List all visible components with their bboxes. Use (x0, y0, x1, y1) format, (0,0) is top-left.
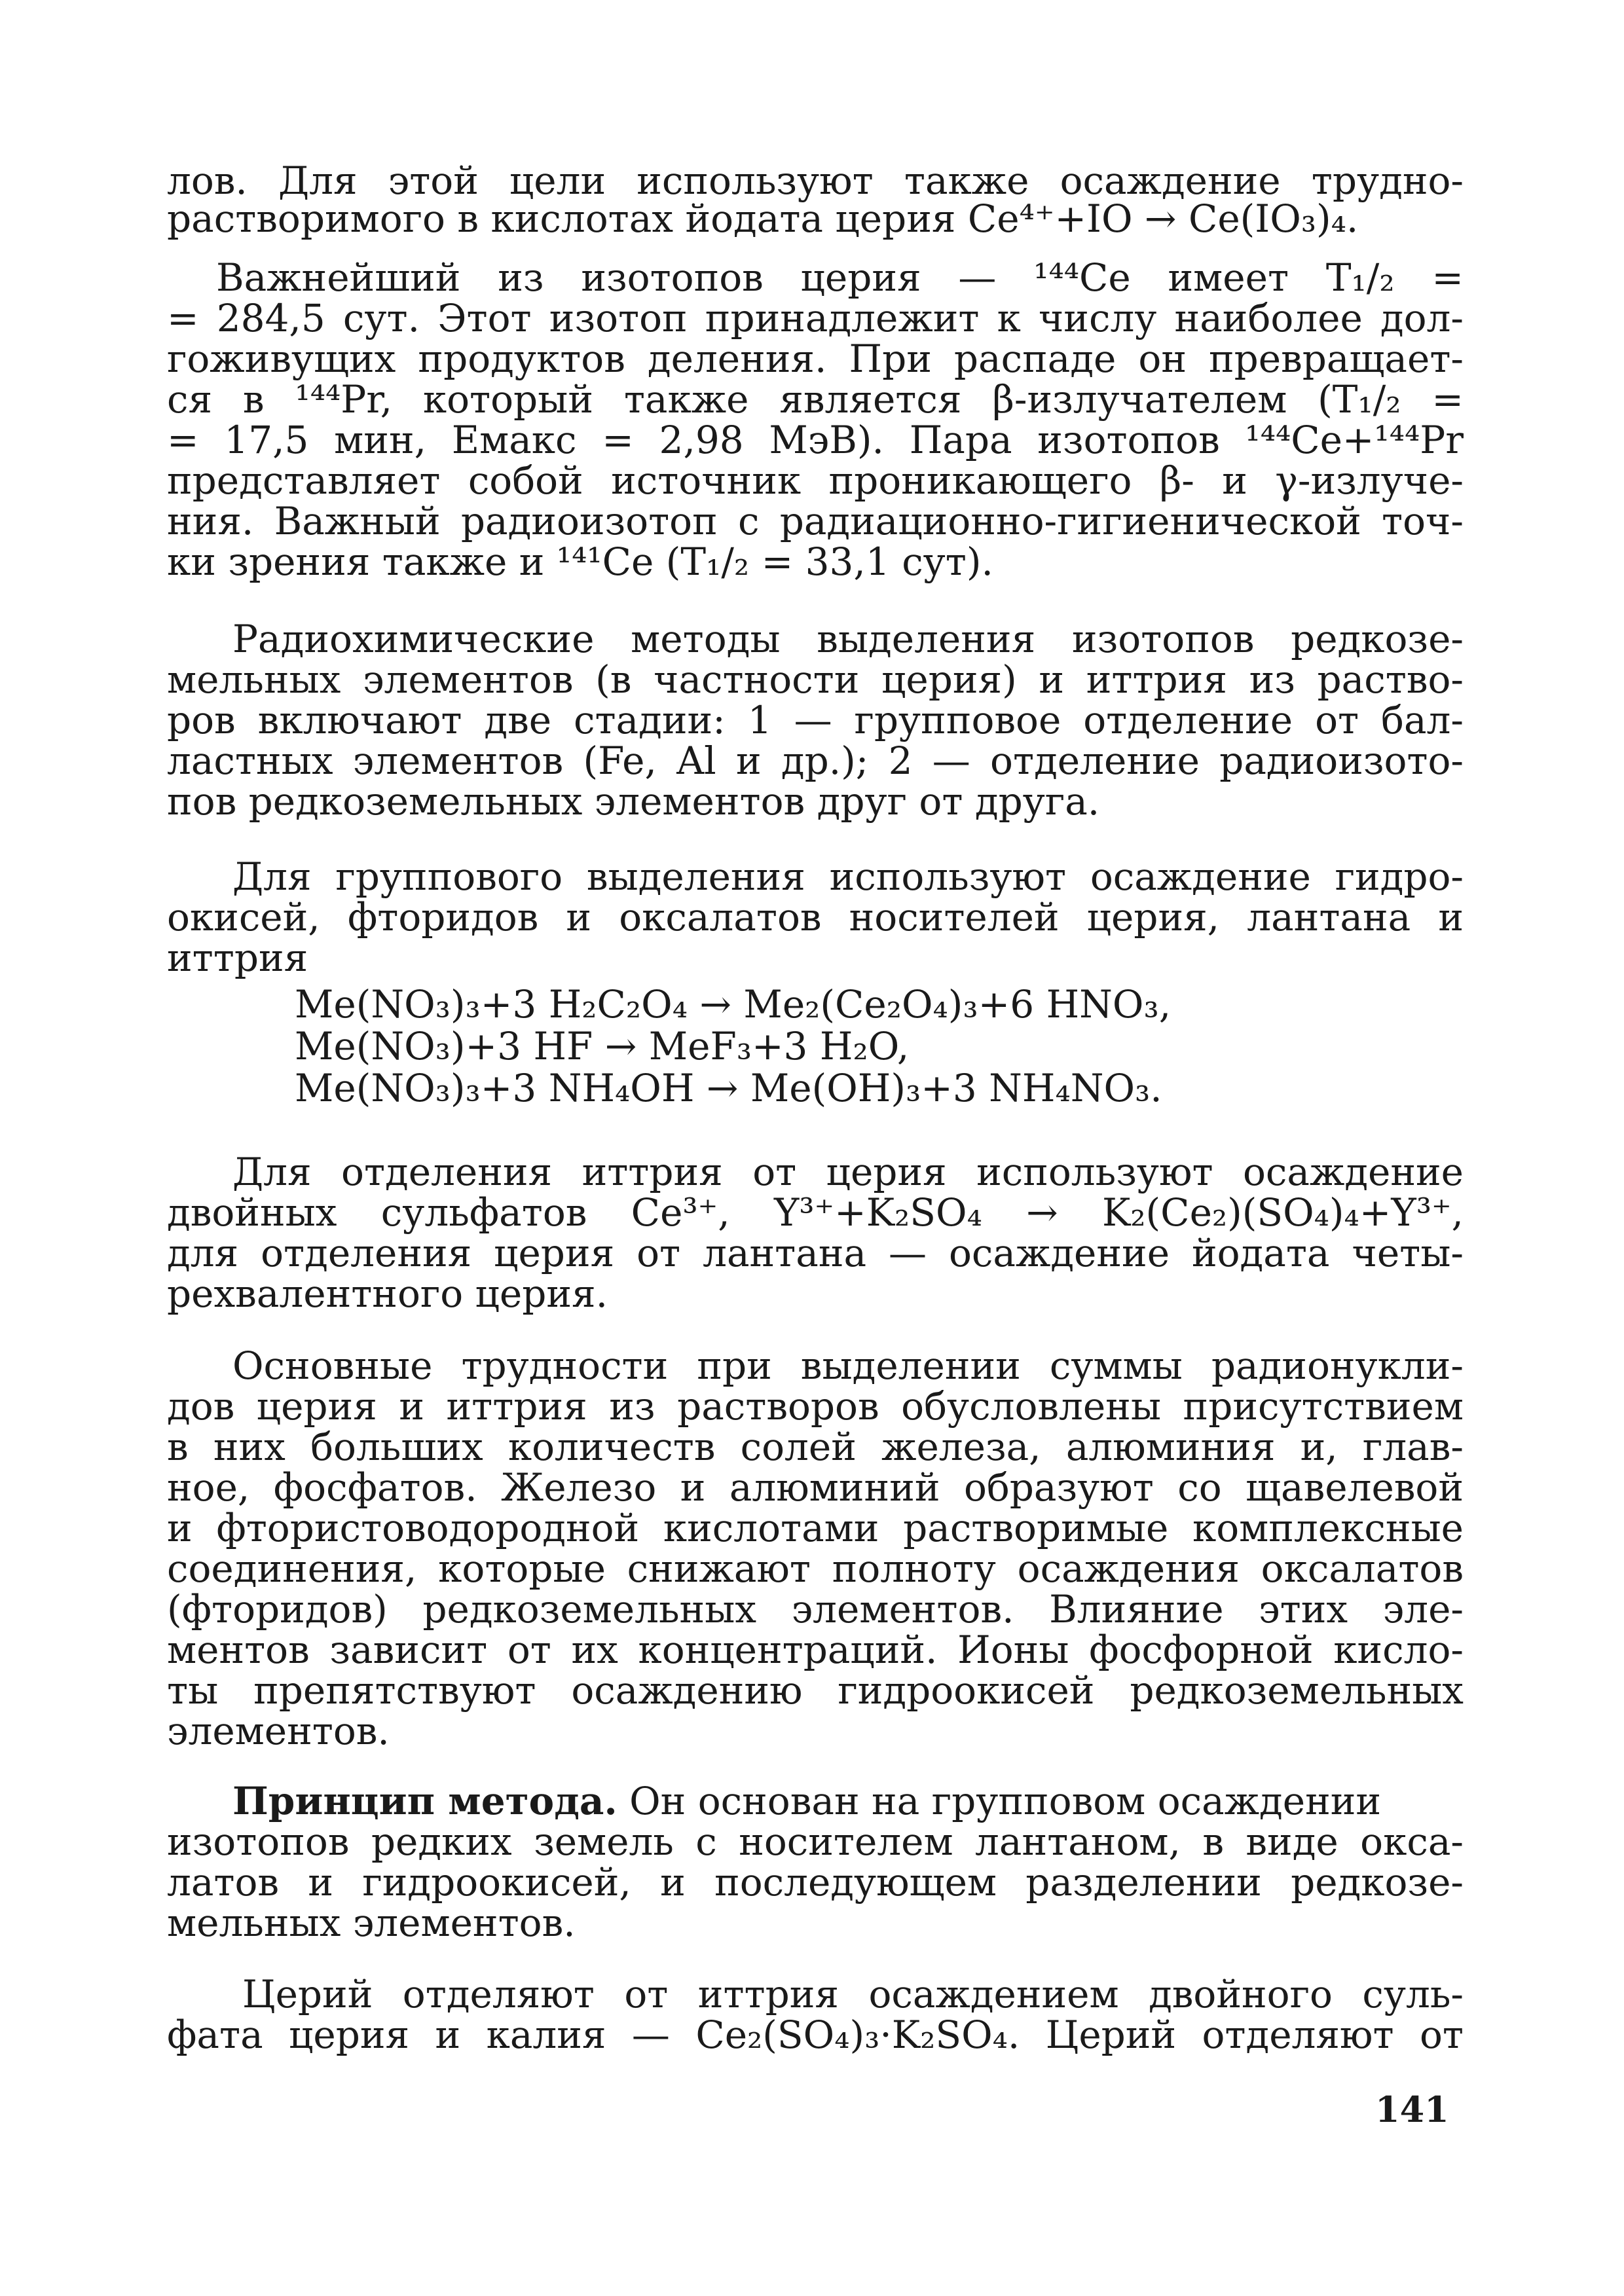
text-line: Радиохимические методы выделения изотопов редкозе- (232, 617, 1464, 661)
text-line: для отделения церия от лантана — осаждение йодата четы- (167, 1231, 1464, 1275)
text-line: лов. Для этой цели используют также осаждение трудно- (167, 158, 1464, 203)
text-run: Он основан на групповом осаждении (617, 1779, 1382, 1823)
text-line: ментов зависит от их концентраций. Ионы фосфорной кисло- (167, 1628, 1464, 1672)
text-line: рехвалентного церия. (167, 1271, 608, 1316)
text-line: иттрия (167, 936, 308, 980)
text-line: окисей, фторидов и оксалатов носителей церия, лантана и (167, 895, 1464, 939)
text-line: дов церия и иттрия из растворов обусловлены присутствием (167, 1384, 1464, 1429)
text-line: пов редкоземельных элементов друг от друга. (167, 779, 1100, 824)
text-line: мельных элементов. (167, 1901, 576, 1945)
equation: Me(NO₃)+3 HF → MeF₃+3 H₂O, (295, 1024, 910, 1068)
text-line: Важнейший из изотопов церия — ¹⁴⁴Ce имеет T₁/₂ = (216, 255, 1464, 300)
text-line: = 17,5 мин, Eмакс = 2,98 МэВ). Пара изотопов ¹⁴⁴Ce+¹⁴⁴Pr (167, 418, 1464, 462)
text-line: фата церия и калия — Ce₂(SO₄)₃·K₂SO₄. Церий отделяют от (167, 2013, 1464, 2057)
text-line: ся в ¹⁴⁴Pr, который также является β-излучателем (T₁/₂ = (167, 377, 1464, 422)
page-number: 141 (1375, 2088, 1449, 2130)
equation: Me(NO₃)₃+3 NH₄OH → Me(OH)₃+3 NH₄NO₃. (295, 1066, 1162, 1110)
text-line: Для группового выделения используют осаждение гидро- (232, 854, 1464, 899)
text-line: ния. Важный радиоизотоп с радиационно-гигиенической точ- (167, 499, 1464, 543)
text-line: (фторидов) редкоземельных элементов. Влияние этих эле- (167, 1587, 1464, 1631)
text-line: ное, фосфатов. Железо и алюминий образуют со щавелевой (167, 1465, 1464, 1510)
section-heading: Принцип метода. (232, 1779, 618, 1823)
text-line: представляет собой источник проникающего β- и γ-излуче- (167, 458, 1464, 503)
text-line: в них больших количеств солей железа, алюминия и, глав- (167, 1425, 1464, 1469)
text-line: элементов. (167, 1709, 390, 1753)
text-line: ты препятствуют осаждению гидроокисей редкоземельных (167, 1668, 1464, 1713)
text-line: = 284,5 сут. Этот изотоп принадлежит к числу наиболее дол- (167, 296, 1464, 340)
text-line: Для отделения иттрия от церия используют осаждение (232, 1150, 1464, 1194)
text-line: ки зрения также и ¹⁴¹Ce (T₁/₂ = 33,1 сут). (167, 539, 993, 584)
text-line: Церий отделяют от иттрия осаждением двойного суль- (242, 1972, 1464, 2016)
text-line: соединения, которые снижают полноту осаждения оксалатов (167, 1546, 1464, 1591)
text-line: изотопов редких земель с носителем лантаном, в виде окса- (167, 1819, 1464, 1864)
text-line: гоживущих продуктов деления. При распаде он превращает- (167, 337, 1464, 381)
text-line: Основные трудности при выделении суммы радионукли- (232, 1343, 1464, 1388)
text-line: растворимого в кислотах йодата церия Ce⁴⁺+IO → Ce(IO₃)₄. (167, 196, 1359, 241)
text-line: и фтористоводородной кислотами растворимые комплексные (167, 1506, 1464, 1550)
text-line: двойных сульфатов Ce³⁺, Y³⁺+K₂SO₄ → K₂(Ce₂)(SO₄)₄+Y³⁺, (167, 1190, 1464, 1235)
text-line: ластных элементов (Fe, Al и др.); 2 — отделение радиоизото- (167, 738, 1464, 783)
text-line: латов и гидроокисей, и последующем разделении редкозе- (167, 1860, 1464, 1904)
equation: Me(NO₃)₃+3 H₂C₂O₄ → Me₂(Ce₂O₄)₃+6 HNO₃, (295, 982, 1172, 1027)
text-line: мельных элементов (в частности церия) и иттрия из раство- (167, 657, 1464, 702)
text-line: ров включают две стадии: 1 — групповое отделение от бал- (167, 698, 1464, 742)
